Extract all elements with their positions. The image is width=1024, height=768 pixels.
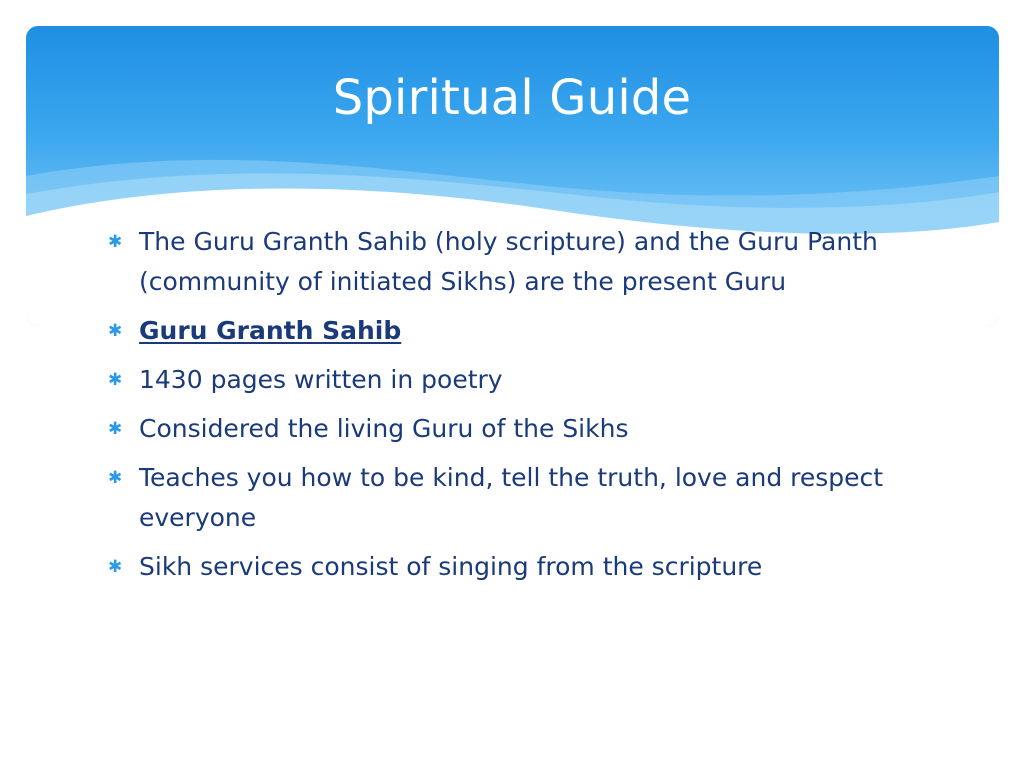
bullet-item — [108, 547, 908, 587]
asterisk-icon: ✱ — [108, 557, 123, 577]
asterisk-icon: ✱ — [108, 419, 123, 439]
bullet-item — [108, 409, 908, 449]
guru-granth-sahib-link[interactable]: Guru Granth Sahib — [139, 316, 402, 345]
bullet-text: Teaches you how to be kind, tell the truth, love and respect everyone — [139, 463, 884, 532]
bullet-text: Considered the living Guru of the Sikhs — [139, 414, 629, 443]
bullet-item[interactable] — [108, 311, 908, 351]
bullet-text: 1430 pages written in poetry — [139, 365, 503, 394]
slide-title: Spiritual Guide — [332, 70, 692, 126]
bullet-item — [108, 360, 908, 400]
asterisk-icon: ✱ — [108, 232, 123, 252]
bullet-list — [108, 222, 908, 596]
bullet-item — [108, 458, 908, 538]
bullet-item — [108, 222, 908, 302]
asterisk-icon: ✱ — [108, 370, 123, 390]
asterisk-icon: ✱ — [108, 468, 123, 488]
bullet-text: Sikh services consist of singing from the scripture — [139, 552, 763, 581]
bullet-text: The Guru Granth Sahib (holy scripture) and the Guru Panth (community of initiated Sikhs) are the present Guru — [139, 227, 878, 296]
asterisk-icon: ✱ — [108, 321, 123, 341]
